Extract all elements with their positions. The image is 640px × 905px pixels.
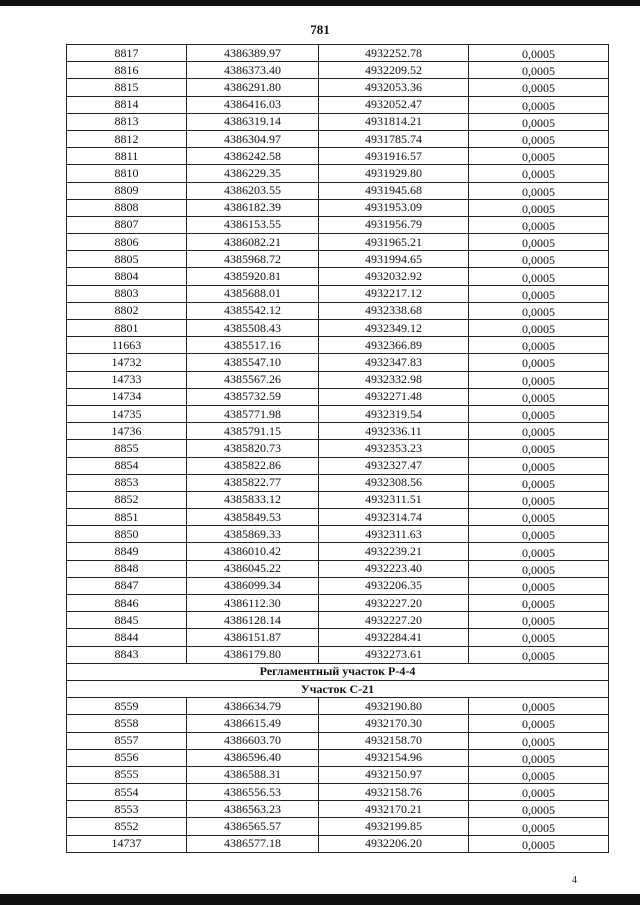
y-coordinate-cell: 4932032.92 xyxy=(319,268,469,285)
x-coordinate-cell: 4386634.79 xyxy=(187,698,319,715)
table-row xyxy=(67,543,609,560)
y-coordinate-cell: 4931929.80 xyxy=(319,165,469,182)
y-coordinate-cell: 4931956.79 xyxy=(319,216,469,233)
tolerance-cell: 0,0005 xyxy=(469,560,609,577)
tolerance-cell: 0,0005 xyxy=(469,835,609,852)
table-row xyxy=(67,182,609,199)
x-coordinate-cell: 4386563.23 xyxy=(187,801,319,818)
table-row xyxy=(67,646,609,663)
table-row xyxy=(67,474,609,491)
point-number-cell: 8812 xyxy=(67,130,187,147)
x-coordinate-cell: 4386565.57 xyxy=(187,818,319,835)
table-row xyxy=(67,835,609,852)
point-number-cell: 8852 xyxy=(67,491,187,508)
table-row xyxy=(67,818,609,835)
x-coordinate-cell: 4386304.97 xyxy=(187,130,319,147)
tolerance-cell: 0,0005 xyxy=(469,165,609,182)
x-coordinate-cell: 4386179.80 xyxy=(187,646,319,663)
table-row xyxy=(67,577,609,594)
y-coordinate-cell: 4932052.47 xyxy=(319,96,469,113)
point-number-cell: 8845 xyxy=(67,612,187,629)
page-mark: 4 xyxy=(572,875,577,886)
x-coordinate-cell: 4386229.35 xyxy=(187,165,319,182)
point-number-cell: 8854 xyxy=(67,457,187,474)
tolerance-cell: 0,0005 xyxy=(469,405,609,422)
x-coordinate-cell: 4386182.39 xyxy=(187,199,319,216)
table-row xyxy=(67,337,609,354)
point-number-cell: 8555 xyxy=(67,766,187,783)
table-row xyxy=(67,801,609,818)
x-coordinate-cell: 4386151.87 xyxy=(187,629,319,646)
x-coordinate-cell: 4386082.21 xyxy=(187,234,319,251)
tolerance-cell: 0,0005 xyxy=(469,354,609,371)
table-row xyxy=(67,766,609,783)
scan-bottom-edge xyxy=(0,894,640,905)
y-coordinate-cell: 4932332.98 xyxy=(319,371,469,388)
table-row xyxy=(67,62,609,79)
y-coordinate-cell: 4932206.20 xyxy=(319,835,469,852)
point-number-cell: 8849 xyxy=(67,543,187,560)
y-coordinate-cell: 4931994.65 xyxy=(319,251,469,268)
table-row xyxy=(67,148,609,165)
point-number-cell: 8810 xyxy=(67,165,187,182)
tolerance-cell: 0,0005 xyxy=(469,509,609,526)
table-row xyxy=(67,423,609,440)
point-number-cell: 8801 xyxy=(67,320,187,337)
tolerance-cell: 0,0005 xyxy=(469,612,609,629)
tolerance-cell: 0,0005 xyxy=(469,130,609,147)
x-coordinate-cell: 4386099.34 xyxy=(187,577,319,594)
point-number-cell: 8811 xyxy=(67,148,187,165)
table-row xyxy=(67,285,609,302)
x-coordinate-cell: 4385849.53 xyxy=(187,509,319,526)
y-coordinate-cell: 4932227.20 xyxy=(319,612,469,629)
tolerance-cell: 0,0005 xyxy=(469,148,609,165)
tolerance-cell: 0,0005 xyxy=(469,388,609,405)
x-coordinate-cell: 4386112.30 xyxy=(187,595,319,612)
point-number-cell: 8802 xyxy=(67,302,187,319)
tolerance-cell: 0,0005 xyxy=(469,784,609,801)
table-row xyxy=(67,526,609,543)
table-row xyxy=(67,629,609,646)
table-row xyxy=(67,440,609,457)
y-coordinate-cell: 4932206.35 xyxy=(319,577,469,594)
x-coordinate-cell: 4385820.73 xyxy=(187,440,319,457)
x-coordinate-cell: 4386556.53 xyxy=(187,784,319,801)
y-coordinate-cell: 4932154.96 xyxy=(319,749,469,766)
x-coordinate-cell: 4386603.70 xyxy=(187,732,319,749)
y-coordinate-cell: 4932353.23 xyxy=(319,440,469,457)
point-number-cell: 8817 xyxy=(67,45,187,62)
point-number-cell: 8847 xyxy=(67,577,187,594)
point-number-cell: 8813 xyxy=(67,113,187,130)
y-coordinate-cell: 4932273.61 xyxy=(319,646,469,663)
point-number-cell: 14732 xyxy=(67,354,187,371)
point-number-cell: 8806 xyxy=(67,234,187,251)
y-coordinate-cell: 4932199.85 xyxy=(319,818,469,835)
y-coordinate-cell: 4932158.76 xyxy=(319,784,469,801)
point-number-cell: 14734 xyxy=(67,388,187,405)
x-coordinate-cell: 4386153.55 xyxy=(187,216,319,233)
y-coordinate-cell: 4932252.78 xyxy=(319,45,469,62)
point-number-cell: 8807 xyxy=(67,216,187,233)
y-coordinate-cell: 4931916.57 xyxy=(319,148,469,165)
x-coordinate-cell: 4385822.86 xyxy=(187,457,319,474)
tolerance-cell: 0,0005 xyxy=(469,251,609,268)
y-coordinate-cell: 4932150.97 xyxy=(319,766,469,783)
table-row xyxy=(67,560,609,577)
tolerance-cell: 0,0005 xyxy=(469,577,609,594)
y-coordinate-cell: 4931945.68 xyxy=(319,182,469,199)
table-row xyxy=(67,405,609,422)
y-coordinate-cell: 4932158.70 xyxy=(319,732,469,749)
tolerance-cell: 0,0005 xyxy=(469,268,609,285)
tolerance-cell: 0,0005 xyxy=(469,440,609,457)
table-row xyxy=(67,612,609,629)
x-coordinate-cell: 4386596.40 xyxy=(187,749,319,766)
table-row xyxy=(67,96,609,113)
table-row xyxy=(67,268,609,285)
point-number-cell: 8808 xyxy=(67,199,187,216)
x-coordinate-cell: 4386319.14 xyxy=(187,113,319,130)
table-row xyxy=(67,388,609,405)
x-coordinate-cell: 4386389.97 xyxy=(187,45,319,62)
x-coordinate-cell: 4385688.01 xyxy=(187,285,319,302)
tolerance-cell: 0,0005 xyxy=(469,698,609,715)
tolerance-cell: 0,0005 xyxy=(469,423,609,440)
x-coordinate-cell: 4385833.12 xyxy=(187,491,319,508)
page-number: 781 xyxy=(310,22,330,37)
table-row xyxy=(67,457,609,474)
tolerance-cell: 0,0005 xyxy=(469,766,609,783)
point-number-cell: 8552 xyxy=(67,818,187,835)
table-row xyxy=(67,784,609,801)
y-coordinate-cell: 4932366.89 xyxy=(319,337,469,354)
table-row xyxy=(67,302,609,319)
tolerance-cell: 0,0005 xyxy=(469,629,609,646)
table-row xyxy=(67,234,609,251)
x-coordinate-cell: 4385822.77 xyxy=(187,474,319,491)
tolerance-cell: 0,0005 xyxy=(469,749,609,766)
tolerance-cell: 0,0005 xyxy=(469,96,609,113)
y-coordinate-cell: 4931814.21 xyxy=(319,113,469,130)
y-coordinate-cell: 4932308.56 xyxy=(319,474,469,491)
point-number-cell: 8553 xyxy=(67,801,187,818)
x-coordinate-cell: 4386010.42 xyxy=(187,543,319,560)
table-row xyxy=(67,715,609,732)
table-row xyxy=(67,251,609,268)
table-row xyxy=(67,79,609,96)
point-number-cell: 8557 xyxy=(67,732,187,749)
tolerance-cell: 0,0005 xyxy=(469,715,609,732)
tolerance-cell: 0,0005 xyxy=(469,320,609,337)
y-coordinate-cell: 4931965.21 xyxy=(319,234,469,251)
point-number-cell: 8853 xyxy=(67,474,187,491)
point-number-cell: 8559 xyxy=(67,698,187,715)
x-coordinate-cell: 4385567.26 xyxy=(187,371,319,388)
tolerance-cell: 0,0005 xyxy=(469,543,609,560)
point-number-cell: 11663 xyxy=(67,337,187,354)
point-number-cell: 8848 xyxy=(67,560,187,577)
y-coordinate-cell: 4932284.41 xyxy=(319,629,469,646)
tolerance-cell: 0,0005 xyxy=(469,818,609,835)
table-row xyxy=(67,595,609,612)
x-coordinate-cell: 4385732.59 xyxy=(187,388,319,405)
point-number-cell: 8554 xyxy=(67,784,187,801)
point-number-cell: 8815 xyxy=(67,79,187,96)
x-coordinate-cell: 4385920.81 xyxy=(187,268,319,285)
y-coordinate-cell: 4932319.54 xyxy=(319,405,469,422)
tolerance-cell: 0,0005 xyxy=(469,62,609,79)
y-coordinate-cell: 4932170.21 xyxy=(319,801,469,818)
tolerance-cell: 0,0005 xyxy=(469,234,609,251)
tolerance-cell: 0,0005 xyxy=(469,199,609,216)
y-coordinate-cell: 4932239.21 xyxy=(319,543,469,560)
x-coordinate-cell: 4385542.12 xyxy=(187,302,319,319)
point-number-cell: 8803 xyxy=(67,285,187,302)
point-number-cell: 8851 xyxy=(67,509,187,526)
x-coordinate-cell: 4386577.18 xyxy=(187,835,319,852)
tolerance-cell: 0,0005 xyxy=(469,474,609,491)
tolerance-cell: 0,0005 xyxy=(469,216,609,233)
y-coordinate-cell: 4932053.36 xyxy=(319,79,469,96)
point-number-cell: 8804 xyxy=(67,268,187,285)
x-coordinate-cell: 4385508.43 xyxy=(187,320,319,337)
y-coordinate-cell: 4931953.09 xyxy=(319,199,469,216)
tolerance-cell: 0,0005 xyxy=(469,79,609,96)
y-coordinate-cell: 4932190.80 xyxy=(319,698,469,715)
table-row xyxy=(67,45,609,62)
point-number-cell: 14736 xyxy=(67,423,187,440)
tolerance-cell: 0,0005 xyxy=(469,113,609,130)
tolerance-cell: 0,0005 xyxy=(469,302,609,319)
tolerance-cell: 0,0005 xyxy=(469,337,609,354)
x-coordinate-cell: 4386373.40 xyxy=(187,62,319,79)
section-row xyxy=(67,663,609,680)
point-number-cell: 8843 xyxy=(67,646,187,663)
y-coordinate-cell: 4932349.12 xyxy=(319,320,469,337)
tolerance-cell: 0,0005 xyxy=(469,526,609,543)
y-coordinate-cell: 4932311.51 xyxy=(319,491,469,508)
x-coordinate-cell: 4386416.03 xyxy=(187,96,319,113)
y-coordinate-cell: 4932209.52 xyxy=(319,62,469,79)
tolerance-cell: 0,0005 xyxy=(469,491,609,508)
point-number-cell: 14733 xyxy=(67,371,187,388)
y-coordinate-cell: 4932327.47 xyxy=(319,457,469,474)
scan-top-edge xyxy=(0,0,640,6)
table-row xyxy=(67,199,609,216)
x-coordinate-cell: 4386045.22 xyxy=(187,560,319,577)
table-row xyxy=(67,749,609,766)
point-number-cell: 8558 xyxy=(67,715,187,732)
coordinates-table-body xyxy=(67,45,609,853)
point-number-cell: 14737 xyxy=(67,835,187,852)
section-row xyxy=(67,680,609,697)
point-number-cell: 8844 xyxy=(67,629,187,646)
table-row xyxy=(67,216,609,233)
table-row xyxy=(67,732,609,749)
y-coordinate-cell: 4932271.48 xyxy=(319,388,469,405)
x-coordinate-cell: 4386615.49 xyxy=(187,715,319,732)
x-coordinate-cell: 4386588.31 xyxy=(187,766,319,783)
tolerance-cell: 0,0005 xyxy=(469,595,609,612)
y-coordinate-cell: 4932336.11 xyxy=(319,423,469,440)
y-coordinate-cell: 4932311.63 xyxy=(319,526,469,543)
subsection-title: Участок С-21 xyxy=(67,680,609,697)
x-coordinate-cell: 4385968.72 xyxy=(187,251,319,268)
point-number-cell: 8846 xyxy=(67,595,187,612)
table-row xyxy=(67,113,609,130)
y-coordinate-cell: 4932314.74 xyxy=(319,509,469,526)
point-number-cell: 8850 xyxy=(67,526,187,543)
tolerance-cell: 0,0005 xyxy=(469,457,609,474)
table-row xyxy=(67,509,609,526)
x-coordinate-cell: 4386203.55 xyxy=(187,182,319,199)
x-coordinate-cell: 4386291.80 xyxy=(187,79,319,96)
tolerance-cell: 0,0005 xyxy=(469,732,609,749)
y-coordinate-cell: 4932227.20 xyxy=(319,595,469,612)
y-coordinate-cell: 4932170.30 xyxy=(319,715,469,732)
x-coordinate-cell: 4385517.16 xyxy=(187,337,319,354)
y-coordinate-cell: 4932338.68 xyxy=(319,302,469,319)
y-coordinate-cell: 4932217.12 xyxy=(319,285,469,302)
point-number-cell: 8814 xyxy=(67,96,187,113)
x-coordinate-cell: 4385547.10 xyxy=(187,354,319,371)
table-row xyxy=(67,371,609,388)
tolerance-cell: 0,0005 xyxy=(469,182,609,199)
tolerance-cell: 0,0005 xyxy=(469,45,609,62)
y-coordinate-cell: 4931785.74 xyxy=(319,130,469,147)
section-title: Регламентный участок Р-4-4 xyxy=(67,663,609,680)
tolerance-cell: 0,0005 xyxy=(469,371,609,388)
y-coordinate-cell: 4932347.83 xyxy=(319,354,469,371)
point-number-cell: 8805 xyxy=(67,251,187,268)
table-row xyxy=(67,698,609,715)
table-row xyxy=(67,320,609,337)
tolerance-cell: 0,0005 xyxy=(469,285,609,302)
table-row xyxy=(67,491,609,508)
tolerance-cell: 0,0005 xyxy=(469,646,609,663)
point-number-cell: 14735 xyxy=(67,405,187,422)
x-coordinate-cell: 4385771.98 xyxy=(187,405,319,422)
x-coordinate-cell: 4386128.14 xyxy=(187,612,319,629)
x-coordinate-cell: 4385869.33 xyxy=(187,526,319,543)
table-row xyxy=(67,130,609,147)
table-row xyxy=(67,354,609,371)
point-number-cell: 8809 xyxy=(67,182,187,199)
x-coordinate-cell: 4385791.15 xyxy=(187,423,319,440)
y-coordinate-cell: 4932223.40 xyxy=(319,560,469,577)
x-coordinate-cell: 4386242.58 xyxy=(187,148,319,165)
point-number-cell: 8855 xyxy=(67,440,187,457)
point-number-cell: 8556 xyxy=(67,749,187,766)
table-row xyxy=(67,165,609,182)
tolerance-cell: 0,0005 xyxy=(469,801,609,818)
point-number-cell: 8816 xyxy=(67,62,187,79)
coordinates-table xyxy=(66,44,609,853)
